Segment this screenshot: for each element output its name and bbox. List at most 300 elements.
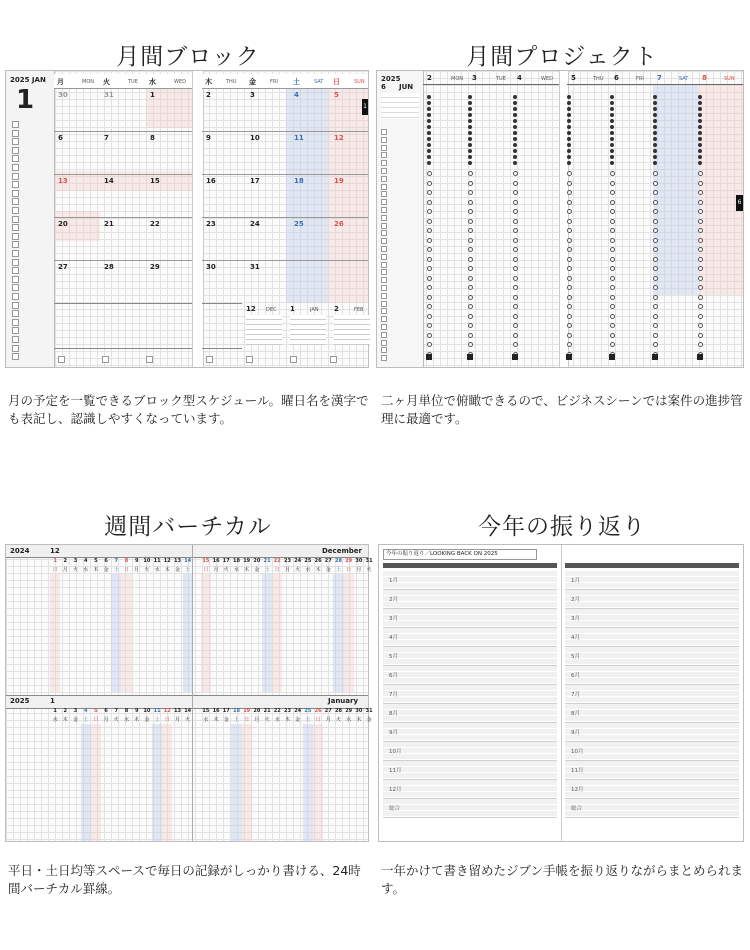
day-marker [427,285,432,290]
vertical-weekday: 火 [264,717,270,723]
week-marker [468,143,472,147]
review-row[interactable] [565,704,739,723]
day-marker [513,219,518,224]
review-month-label: 3月 [571,616,580,622]
vertical-weekday: 月 [356,567,362,573]
review-month-label: 5月 [389,654,398,660]
week-marker [427,125,431,129]
date-number: 12 [334,134,344,142]
checkbox-square[interactable] [12,250,19,257]
review-month-label: 9月 [389,730,398,736]
week-marker [427,149,431,153]
vertical-weekday: 火 [366,567,372,573]
vertical-weekday: 日 [244,717,250,723]
day-bottom-square [609,354,615,360]
checkbox-square[interactable] [12,302,19,309]
checkbox-square[interactable] [381,191,387,197]
calendar-cell[interactable] [330,260,368,304]
block-year-month: 2025 JAN [10,76,46,84]
day-marker [513,181,518,186]
checkbox-square[interactable] [12,138,19,145]
review-row[interactable] [383,609,557,628]
day-marker [468,276,473,281]
review-row[interactable] [383,761,557,780]
week-marker [698,155,702,159]
checkbox-square[interactable] [290,356,297,363]
day-kanji: 木 [205,78,212,86]
vertical-weekday: 月 [103,717,109,723]
week-marker [427,137,431,141]
vertical-day-number: 9 [134,708,139,714]
week-marker [610,161,614,165]
review-month-label: 7月 [389,692,398,698]
day-marker [513,171,518,176]
week-marker [610,113,614,117]
vertical-day-number: 5 [94,558,98,564]
checkbox-square[interactable] [381,301,387,307]
vertical-weekday: 土 [154,717,160,723]
day-marker [653,209,658,214]
checkbox-square[interactable] [381,223,387,229]
vertical-day-number: 7 [114,708,119,714]
day-marker [468,295,473,300]
week-marker [567,113,571,117]
project-day-number: 2 [427,74,432,82]
vertical-weekday: 火 [295,567,301,573]
day-marker [610,304,615,309]
calendar-cell[interactable] [290,260,330,304]
checkbox-square[interactable] [12,207,19,214]
day-marker [653,238,658,243]
checkbox-square[interactable] [381,168,387,174]
vertical-weekday: 土 [83,717,89,723]
checkbox-square[interactable] [381,137,387,143]
vertical-day-number: 25 [304,708,312,714]
project-day-number: 8 [702,74,707,82]
weekend-column-shade [313,724,323,842]
day-marker [567,295,572,300]
checkbox-square[interactable] [246,356,253,363]
vertical-weekday: 木 [62,717,68,723]
vertical-weekday: 日 [346,567,352,573]
vertical-weekday: 金 [223,717,229,723]
checkbox-square[interactable] [58,356,65,363]
checkbox-square[interactable] [12,336,19,343]
vertical-day-number: 31 [365,708,373,714]
checkbox-square[interactable] [12,181,19,188]
weekly-vertical-page [5,544,373,842]
review-header: 今年の振り返り／LOOKING BACK ON 2025 [383,549,537,560]
vertical-weekday: 木 [93,567,99,573]
checkbox-square[interactable] [12,241,19,248]
checkbox-square[interactable] [12,190,19,197]
checkbox-square[interactable] [12,259,19,266]
week-marker [513,155,517,159]
day-marker [698,190,703,195]
week-marker [610,131,614,135]
vertical-day-number: 10 [143,708,151,714]
day-marker [653,257,658,262]
date-number: 22 [150,220,160,228]
review-row[interactable] [383,799,557,818]
review-row[interactable] [565,761,739,780]
day-marker [468,333,473,338]
day-marker [513,333,518,338]
day-kanji: 土 [293,78,300,86]
checkbox-square[interactable] [12,310,19,317]
checkbox-square[interactable] [381,207,387,213]
day-bottom-square [652,354,658,360]
checkbox-square[interactable] [12,293,19,300]
vertical-day-number: 16 [212,708,220,714]
vertical-top-year: 2024 [10,547,30,555]
review-month-label: 1月 [571,578,580,584]
mini-cal-number: 2 [334,305,339,313]
checkbox-square[interactable] [12,284,19,291]
checkbox-square[interactable] [381,129,387,135]
checkbox-square[interactable] [12,130,19,137]
vertical-day-number: 31 [365,558,373,564]
week-marker [653,155,657,159]
mini-cal-label: FEB [354,307,364,313]
review-month-label: 1月 [389,578,398,584]
day-marker [610,323,615,328]
mini-cal-grid [334,315,370,345]
checkbox-square[interactable] [12,216,19,223]
checkbox-square[interactable] [381,347,387,353]
week-marker [513,113,517,117]
day-marker [610,342,615,347]
day-marker [653,266,658,271]
vertical-weekday: 火 [144,567,150,573]
day-marker [610,238,615,243]
vertical-top-month: 12 [50,547,60,555]
day-marker [653,228,658,233]
date-number: 25 [294,220,304,228]
vertical-day-number: 12 [163,708,171,714]
week-marker [427,101,431,105]
checkbox-square[interactable] [381,176,387,182]
vertical-weekday: 土 [113,567,119,573]
day-en: SAT [314,79,324,85]
block-section-title: 月間ブロック [116,44,260,70]
day-marker [567,333,572,338]
review-row[interactable] [383,628,557,647]
review-row[interactable] [383,590,557,609]
checkbox-square[interactable] [381,199,387,205]
week-marker [513,143,517,147]
day-marker [468,171,473,176]
day-marker [468,257,473,262]
checkbox-square[interactable] [12,198,19,205]
review-row[interactable] [565,571,739,590]
week-marker [698,101,702,105]
vertical-weekday: 木 [244,567,250,573]
mini-cal-number: 12 [246,305,256,313]
checkbox-square[interactable] [146,356,153,363]
week-marker [653,137,657,141]
vertical-weekday: 日 [315,717,321,723]
checkbox-square[interactable] [381,184,387,190]
week-marker [427,155,431,159]
project-section-title: 月間プロジェクト [466,44,658,70]
review-row[interactable] [383,742,557,761]
day-marker [698,342,703,347]
week-marker [698,95,702,99]
review-month-label: 12月 [571,787,584,793]
review-row[interactable] [383,571,557,590]
day-marker [653,342,658,347]
checkbox-square[interactable] [381,316,387,322]
vertical-day-number: 4 [83,558,88,564]
review-row[interactable] [383,666,557,685]
project-mini-calendar [381,93,419,119]
checkbox-square[interactable] [12,267,19,274]
weekend-column-shade [262,574,272,692]
checkbox-square[interactable] [381,262,387,268]
review-row[interactable] [383,685,557,704]
vertical-weekday: 金 [295,717,301,723]
date-number: 9 [206,134,211,142]
week-marker [610,149,614,153]
review-row[interactable] [565,590,739,609]
vertical-day-number: 14 [184,708,192,714]
vertical-weekday: 日 [164,717,170,723]
checkbox-square[interactable] [381,145,387,151]
review-left-header-bar [383,563,557,568]
review-row[interactable] [565,685,739,704]
day-marker [698,304,703,309]
review-month-label: 10月 [389,749,402,755]
vertical-day-number: 20 [253,558,261,564]
vertical-weekday: 木 [284,717,290,723]
date-number: 27 [58,263,68,271]
day-marker [468,304,473,309]
vertical-weekday: 水 [52,717,58,723]
checkbox-square[interactable] [330,356,337,363]
checkbox-square[interactable] [12,147,19,154]
day-marker [698,276,703,281]
vertical-weekday: 月 [284,567,290,573]
review-row[interactable] [383,704,557,723]
day-marker [567,266,572,271]
checkbox-square[interactable] [381,269,387,275]
checkbox-square[interactable] [381,340,387,346]
day-marker [610,200,615,205]
week-marker [513,119,517,123]
vertical-day-number: 6 [104,558,108,564]
day-marker [567,285,572,290]
vertical-top-month-name: December [322,547,362,555]
review-month-label: 4月 [389,635,398,641]
date-number: 16 [206,177,216,185]
week-marker [653,125,657,129]
week-marker [468,119,472,123]
review-row[interactable] [383,780,557,799]
checkbox-square[interactable] [381,160,387,166]
review-row[interactable] [565,647,739,666]
review-row[interactable] [383,647,557,666]
week-marker [427,107,431,111]
week-marker [653,113,657,117]
date-number: 24 [250,220,260,228]
vertical-day-number: 26 [314,708,322,714]
checkbox-square[interactable] [12,164,19,171]
week-marker [468,107,472,111]
weekend-column-shade [91,724,101,842]
checkbox-square[interactable] [12,345,19,352]
review-row[interactable] [565,723,739,742]
checkbox-square[interactable] [381,246,387,252]
vertical-day-number: 2 [63,558,68,564]
project-year: 2025 [381,75,401,83]
checkbox-square[interactable] [12,276,19,283]
checkbox-square[interactable] [381,254,387,260]
day-marker [610,190,615,195]
day-marker [427,200,432,205]
checkbox-square[interactable] [381,293,387,299]
week-marker [427,113,431,117]
checkbox-square[interactable] [12,233,19,240]
checkbox-square[interactable] [381,285,387,291]
date-number: 23 [206,220,216,228]
checkbox-square[interactable] [12,327,19,334]
day-marker [698,295,703,300]
day-en: SUN [354,79,365,85]
vertical-weekday: 日 [123,567,129,573]
day-kanji: 火 [103,78,110,86]
week-marker [698,143,702,147]
week-marker [698,149,702,153]
review-right-header-bar [565,563,739,568]
week-marker [567,95,571,99]
vertical-day-number: 18 [233,558,240,564]
day-marker [513,190,518,195]
day-marker [567,228,572,233]
day-marker [427,342,432,347]
mini-cal-grid [290,315,326,345]
checkbox-square[interactable] [102,356,109,363]
date-number: 31 [250,263,260,271]
checkbox-square[interactable] [12,353,19,360]
vertical-day-number: 23 [284,708,291,714]
review-row[interactable] [565,609,739,628]
week-marker [427,143,431,147]
week-marker [567,131,571,135]
project-month-tab: 6 [736,195,743,211]
date-number: 14 [104,177,114,185]
day-marker [610,333,615,338]
vertical-day-number: 5 [94,708,98,714]
day-marker [610,295,615,300]
checkbox-square[interactable] [381,324,387,330]
day-marker [468,181,473,186]
day-marker [513,304,518,309]
date-number: 3 [250,91,255,99]
date-number: 1 [150,91,155,99]
monthly-project-page [376,70,744,368]
checkbox-square[interactable] [381,215,387,221]
checkbox-square[interactable] [381,238,387,244]
checkbox-square[interactable] [12,319,19,326]
day-marker [567,257,572,262]
week-marker [513,161,517,165]
vertical-day-number: 20 [253,708,261,714]
day-marker [468,190,473,195]
week-marker [653,101,657,105]
block-section-description: 月の予定を一覧できるブロック型スケジュール。曜日名を漢字でも表記し、認識しやすくなっています。 [8,393,369,426]
checkbox-square[interactable] [12,173,19,180]
day-marker [698,200,703,205]
week-marker [610,119,614,123]
vertical-day-number: 28 [335,558,342,564]
date-number: 4 [294,91,299,99]
review-row[interactable] [565,799,739,818]
vertical-weekday: 土 [233,717,239,723]
day-marker [610,181,615,186]
review-row[interactable] [565,780,739,799]
mini-cal-number: 1 [290,305,295,313]
vertical-weekday: 月 [134,567,140,573]
day-marker [427,181,432,186]
project-month-num: 6 [381,83,386,91]
checkbox-square[interactable] [381,332,387,338]
review-row[interactable] [565,628,739,647]
checkbox-square[interactable] [381,308,387,314]
checkbox-square[interactable] [381,355,387,361]
weekend-column-shade [333,574,343,692]
week-marker [513,125,517,129]
day-marker [513,266,518,271]
day-marker [653,171,658,176]
vertical-weekday: 土 [185,567,191,573]
checkbox-square[interactable] [381,230,387,236]
vertical-weekday: 火 [185,717,191,723]
vertical-weekday: 水 [305,567,311,573]
review-row[interactable] [565,742,739,761]
review-month-label: 5月 [571,654,580,660]
checkbox-square[interactable] [12,121,19,128]
date-number: 30 [58,91,68,99]
date-number: 30 [206,263,216,271]
date-number: 2 [206,91,211,99]
vertical-weekday: 月 [174,717,180,723]
vertical-bottom-year: 2025 [10,697,30,705]
project-header-line [567,84,743,85]
day-marker [698,285,703,290]
day-marker [610,171,615,176]
checkbox-square[interactable] [381,277,387,283]
checkbox-square[interactable] [206,356,213,363]
review-row[interactable] [565,666,739,685]
week-marker [698,119,702,123]
day-marker [653,190,658,195]
checkbox-square[interactable] [12,224,19,231]
day-marker [513,200,518,205]
week-marker [567,119,571,123]
day-marker [610,314,615,319]
vertical-weekday: 金 [254,567,260,573]
week-marker [468,125,472,129]
week-marker [698,137,702,141]
review-row[interactable] [383,723,557,742]
day-marker [698,228,703,233]
project-day-en: TUE [496,76,506,82]
day-marker [698,314,703,319]
checkbox-square[interactable] [12,155,19,162]
vertical-day-number: 13 [174,708,181,714]
checkbox-square[interactable] [381,152,387,158]
